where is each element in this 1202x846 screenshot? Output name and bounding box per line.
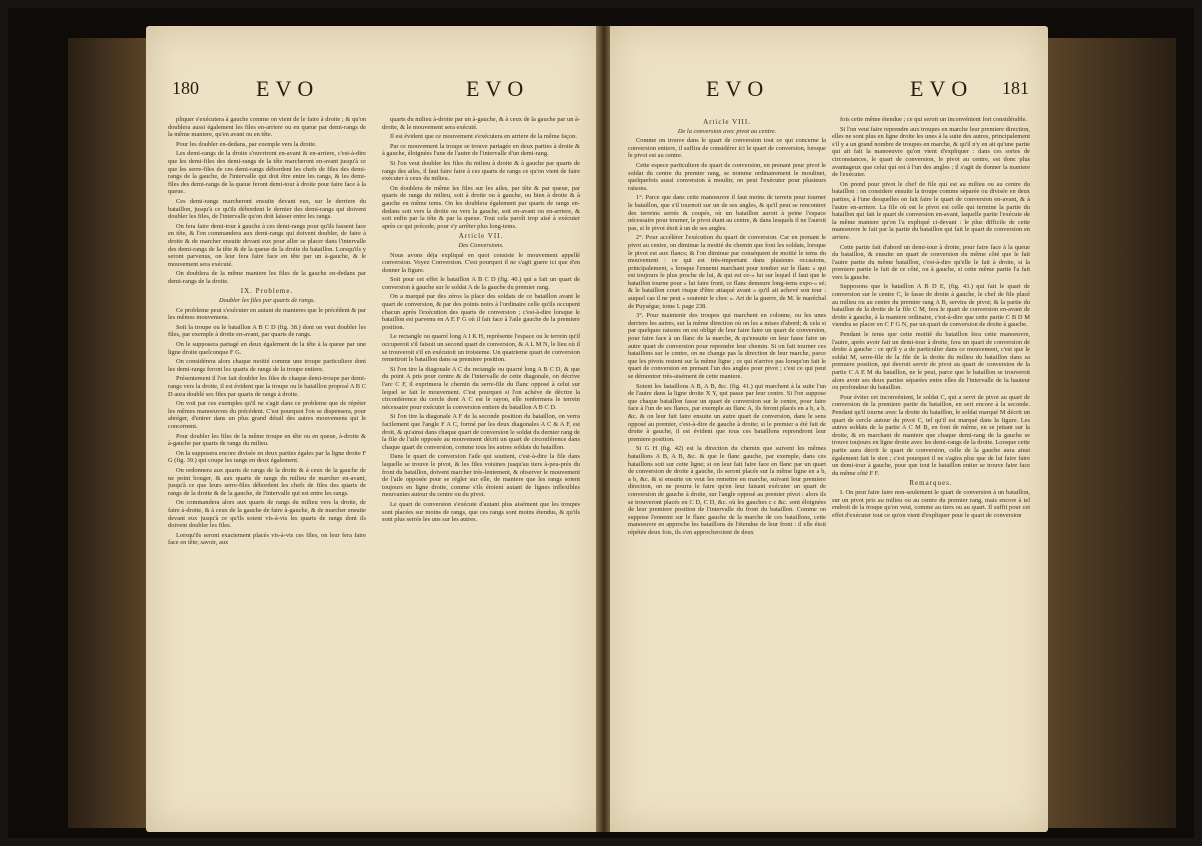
section-heading: Article VII. bbox=[458, 232, 504, 241]
left-column-1 bbox=[168, 116, 366, 549]
paragraph: Soient les bataillons A B, A B, &c. (fig. 41.) qui marchent à la suite l'un de l'autre dans la ligne droite X Y, qui passe par leur centre. Si l'on suppose que chaque bataillon fasse un quart de conversion sur le centre, pour faire face à l'un de ses flancs, par exemple au flanc A, ils feront placés en a b, a b, &c. & on leur fait faire ensuite un autre quart de conversion, dans le sens opposé au premier, c'est-à-dire de gauche à droite; si le premier a été fait de droite à gauche, il est évident que tous ces bataillons reprendront leur premiere position. bbox=[628, 382, 826, 443]
paragraph: Le quart de conversion s'exécute d'autant plus aisément que les troupes sont placées sur moins de rangs, que ces rangs sont moins étendus, & qu'ils sont plus serrés les uns sur les autres. bbox=[382, 500, 580, 524]
left-headword-1: EVO bbox=[256, 76, 320, 101]
paragraph: On la supposera encore divisée en deux parties égales par la ligne droite F G (fig. 39.) qui coupe les rangs en deux également. bbox=[168, 449, 366, 465]
right-page-edges bbox=[1046, 38, 1176, 828]
section-subtitle: De la conversion avec pivot au centre. bbox=[677, 127, 777, 135]
paragraph: Cette espece particuliere de quart de conversion, en prenant pour pivot le soldat du centre du premier rang, se nomme ordinairement le moulinet, quelquefois aussi conversion à moulin; on peut l'exécuter pour plusieurs raisons. bbox=[628, 161, 826, 192]
paragraph: On considérera alors chaque moitié comme une troupe particuliere dont les demi-rangs feront les quarts de rangs de la troupe entiere. bbox=[168, 358, 366, 373]
paragraph: Présentement il l'on fait doubler les files de chaque demi-troupe par demi-rangs vers la droite, il est évident que la troupe ou le bataillon proposé A B C D aura doublé ses files par quarts de rangs à droite. bbox=[168, 375, 366, 398]
right-page-number: 181 bbox=[1002, 78, 1029, 98]
left-column-2 bbox=[382, 116, 580, 526]
paragraph: Pour les doubler en-dedans, par exemple vers la droite. bbox=[176, 140, 317, 148]
paragraph: Si l'on veut doubler les files du milieu à droite & à gauche par quarts de rangs des ailes, il faut faire faire à ces quarts de rangs ce qu'on vient de faire exécuter à ceux du milieu. bbox=[382, 159, 580, 183]
paragraph: Le rectangle ou quarré long A I K H, représente l'espace ou le terrein qu'il occuperoit s'il faisoit un second quart de conversion, & A L M N, le lieu où il se trouveroit s'il en exécutoit un troisieme. Un quatrieme quart de conversion remettroit le bataillon dans sa premiere position. bbox=[382, 333, 580, 364]
paragraph: Pour doubler les files de la même troupe en tête ou en queue, à-droite & à-gauche par quarts de rangs du milieu. bbox=[168, 432, 366, 448]
paragraph: Lorsqu'ils seront exactement placés vis-à-vis ces files, on leur fera faire face en tête; savoir, aux bbox=[168, 531, 366, 547]
paragraph: Cette partie fait d'abord un demi-tour à droite, pour faire face à la queue du bataillon, & ensuite un quart de conversion du même côté que le fait l'autre partie du même bataillon, c'est-à-dire qu'elle le fait à droite, si la premiere partie le fait de ce côté, ou à gauche, si cette même partie l'a fait vers la gauche. bbox=[832, 243, 1030, 281]
paragraph: Comme on trouve dans le quart de conversion tout ce qui concerne la conversion entiere, il suffira de considérer ici le quart de conversion, lorsque le pivot est au centre. bbox=[628, 137, 826, 160]
section-heading: Article VIII. bbox=[703, 118, 751, 126]
paragraph: fois cette même étendue ; ce qui seroit un inconvénient fort considérable. bbox=[840, 116, 1028, 123]
right-column-2 bbox=[832, 116, 1030, 521]
section-subtitle: Doubler les files par quarts de rangs. bbox=[218, 297, 316, 305]
paragraph: On fera faire demi-tour à gauche à ces demi-rangs pour qu'ils fassent face en tête, & l'on commandera aux demi-rangs qui doivent doubler, de faire à droite & de marcher ensuite devant eux pour aller se placer dans l'intervalle des demi-rangs de la tête & de la queue de la droite du bataillon. Lorsqu'ils y seront parvenus, on leur fera faire face en tête par un à-gauche, & le mouvement sera exécuté. bbox=[168, 222, 366, 268]
paragraph: On le supposera partagé en deux également de la tête à la queue par une ligne droite quelconque F G. bbox=[168, 341, 366, 356]
paragraph: Supposons que le bataillon A B D E, (fig. 43.) qui fait le quart de conversion sur le centre C, le fasse de droite à gauche, le chef de file placé au milieu ou au centre du premier rang A B, servira de pivot; & la partie du bataillon de la droite de la file C M, fera le quart de conversion en-avant de droite à gauche, à la maniere ordinaire, c'est-à-dire que cette partie C B D M viendra se placer en C F G N, par un quart de conversion de droite à gauche. bbox=[832, 283, 1030, 329]
paragraph: Pendant le tems que cette moitié du bataillon fera cette manoeuvre, l'autre, après avoir fait un demi-tour à droite, fera un quart de conversion de droite à gauche : ce qu'il y a de particulier dans ce mouvement, c'est que le soldat M, serre-file de la file de la droite du milieu du bataillon dans sa premiere position, qui devroit servir de pivot au quart de conversion de la partie C A E M du bataillon, ne le peut, parce que le bataillon se trouveroit alors avoir ses deux parties séparées entre elles de l'intervalle de la hauteur ou profondeur du bataillon. bbox=[832, 331, 1030, 392]
paragraph: quarts du milieu à-droite par un à-gauche, & à ceux de la gauche par un à-droite, & le mouvement sera exécuté. bbox=[382, 116, 580, 131]
paragraph: 3°. Pour maintenir des troupes qui marchent en colonne, ou les unes derriere les autres, sur la même direction où on les a mises d'abord; & cela si par quelques raisons on est obligé de leur faire faire un quart de conversion, pour faire face à un flanc de la marche, & qu'ensuite on leur fasse faire un autre quart de conversion pour reprendre leur chemin. Si on fait tourner ces bataillons sur le centre, on ne change pas la direction de leur marche, parce que les pivots restent sur la même ligne ; ce qui n'arrive pas lorsqu'on fait le quart de conversion en prenant l'un des angles pour pivot ; c'est ce qui peut se démontrer très-aisément de cette maniere. bbox=[628, 312, 826, 380]
paragraph: Pour éviter cet inconvénient, le soldat C, qui a servi de pivot au quart de conversion de la premiere partie du bataillon, en sert encore à la seconde. Pendant qu'il tourne avec la droite du bataillon, le soldat marqué M décrit un quart de cercle autour du pivot C, tel qu'il est marqué dans la figure. Les autres soldats de la partie A C M B, en font de même, en se jettant sur la droite, & en marchant de maniere que chaque demi-rang de la gauche se trouve toujours en ligne droite avec les demi-rangs de la droite. Lorsque cette partie aura décrit le quart de conversion, celle de la gauche aura ainsi également fait le sien ; c'est pourquoi il ne s'agira plus que de lui faire faire un demi-tour à gauche, pour que tout le bataillon entier se trouve faire face du même côté F F. bbox=[832, 393, 1030, 477]
right-page bbox=[610, 26, 1048, 832]
section-heading: Remarques. bbox=[909, 479, 953, 488]
paragraph: On prend pour pivot le chef de file qui est au milieu ou au centre du bataillon : on considere ensuite la troupe comme séparée ou divisée en deux parties, à l'une desquelles on fait faire le quart de conversion en-avant, & à l'autre en-arriere. La file où est le pivot est celle qui termine la partie du bataillon qui fait le quart de conversion en-avant, laquelle partie l'exécute de la même maniere qu'on l'a expliqué ci-devant : le plus difficile de cette manoeuvre le fait par la partie du bataillon qui fait le quart de conversion en arriere. bbox=[832, 180, 1030, 241]
paragraph: Si G H (fig. 42) est la direction du chemin que suivent les mêmes bataillons A B, A B, &c. & que le flanc gauche, par exemple, dans ces bataillons soit sur cette ligne; si on leur fait faire face en flanc par un quart de conversion de droite à gauche, ils seront placés sur la même ligne en a b, a b, &c. & si ensuite on veut les remettre en marche, suivant leur premiere direction, on ne pourra le faire qu'en leur faisant exécuter un quart de conversion de gauche à droite, sur l'angle opposé au premier pivot : alors ils se trouveront placés en C D, C D, &c. où les gauches c c &c. sont éloignées de leur premiere position de l'intervalle du front du bataillon. Comme on suppose l'ennemi sur le flanc gauche de la marche de ces bataillons, cette manoeuvre en approche les bataillons de l'étendue de leur front : il elle étoit répétée deux fois, ils s'en approcheroient de deux bbox=[628, 445, 826, 536]
paragraph: Par ce mouvement la troupe se trouve partagée en deux parties à droite & à gauche, éloignées l'une de l'autre de l'intervalle d'un demi-rang. bbox=[382, 142, 580, 158]
section-heading: IX. Probleme. bbox=[240, 287, 294, 296]
left-page-edges bbox=[68, 38, 148, 828]
paragraph: On commandera alors aux quarts de rangs du milieu vers la droite, de faire à-droite, & à ceux de la gauche de faire à-gauche, & de marcher ensuite devant eux jusqu'à ce qu'ils soient vis-à-vis les quarts de rangs dont ils doivent doubler les files. bbox=[168, 499, 366, 530]
left-page bbox=[146, 26, 598, 832]
paragraph: Si l'on tire la diagonale A F de la seconde position du bataillon, on verra facilement que l'angle F A C, formé par les deux diagonales A C & A F, est droit, & qu'ainsi dans chaque quart de conversion le soldat du dernier rang de la file de l'aile opposée au mouvement décrit un quart de circonférence dans chaque quart de conversion, comme tous les autres soldats du bataillon. bbox=[382, 413, 580, 451]
paragraph: Ces demi-rangs marcheront ensuite devant eux, sur le derriere du bataillon, jusqu'à ce qu'ils débordent le dernier des demi-rangs qui doivent doubler les files, de l'intervalle qu'on doit laisser entre les rangs. bbox=[168, 197, 366, 221]
paragraph: Soit la troupe ou le bataillon A B C D (fig. 38.) dont on veut doubler les files, par exemple à droite en-avant, par quarts de rangs. bbox=[168, 323, 366, 339]
right-headword-1: EVO bbox=[706, 76, 770, 101]
paragraph: I. On peut faire faire non-seulement le quart de conversion à un bataillon, sur un pivot pris au milieu ou au centre du premier rang, mais encore à tel endroit de la troupe qu'on veut, comme au tiers ou au quart. Il suffit pour cet effet d'exécuter tout ce qu'on vient d'expliquer pour le quart de conversion bbox=[832, 488, 1030, 519]
paragraph: Soit pour cet effet le bataillon A B C D (fig. 40.) qui a fait un quart de conversion à gauche sur le soldat A de la gauche du premier rang. bbox=[382, 276, 580, 291]
paragraph: 2°. Pour accélérer l'exécution du quart de conversion. Car en prenant le pivot au centre, on diminue la moitié du chemin que font les soldats, lorsque le pivot est aux flancs; & l'on diminue par conséquent de moitié le tems du mouvement : ce qui est très-important dans plusieurs occasions, principalement, « lorsque l'ennemi marchant pour tomber sur le flanc » qui est toujours le plus proche de lui, & qui est ce-» lui sur lequel il faut que le bataillon tourne pour » lui faire front, ce flanc demeure long-tems expo-» sé; & le bataillon court risque d'être attaqué avant » qu'il ait achevé son tour : auquel cas il ne peut » soutenir le choc ». Art de la guerre, de M. le maréchal de Puységur, tome I. page 238. bbox=[628, 234, 826, 310]
paragraph: Nous avons déja expliqué en quoi consiste le mouvement appellé conversion. Voyez Conversion. C'est pourquoi il ne s'agit guere ici que d'en donner la figure. bbox=[382, 251, 580, 274]
book-spread bbox=[8, 8, 1194, 838]
paragraph: On doublera de même les files sur les ailes, par tête & par queue, par quarts de rangs du milieu, soit à droite ou à gauche, ou bien à droite & à gauche en même tems. On les doublera également par quarts de rangs en-dedans soit vers la droite ou vers la gauche, soit en-avant ou en-arriere, & soit enfin par la tête & par la queue. Tout cela paroît trop aisé à exécuter après ce qui précede, pour s'y arrêter plus long-tems. bbox=[382, 184, 580, 230]
paragraph: Les demi-rangs de la droite s'ouvriront en-avant & en-arriere, c'est-à-dire que les demi-files des demi-rangs de la tête marcheront en-avant jusqu'à ce que les serre-files de ces demi-rangs débordent les chefs de files des demi-rangs de la gauche, de l'intervalle qui doit être entre les rangs, & les demi-files des demi-rangs de la queue feront demi-tour à droite pour faire face à la queue. bbox=[168, 150, 366, 196]
section-subtitle: Des Conversions. bbox=[458, 241, 504, 249]
paragraph: Il est évident que ce mouvement s'exécutera en arriere de la même façon. bbox=[390, 133, 577, 141]
paragraph: pliquer s'exécutera à gauche comme on vient de le faire à droite ; & qu'on doublera aussi également les files en-arriere ou en queue par demi-rangs de la même maniere, qu'en avant ou en tête. bbox=[168, 116, 366, 139]
paragraph: On a marqué par des zéros la place des soldats de ce bataillon avant le quart de conversion, & par des points noirs à l'ordinaire celle qu'ils occupent chacun après l'exécution des quarts de conversion ; c'est-à-dire lorsque le bataillon est parvenu en A E F G où il fait face à l'aile gauche de la premiere position. bbox=[382, 293, 580, 331]
paragraph: On doublera de la même maniere les files de la gauche en-dedans par demi-rangs de la droite. bbox=[168, 270, 366, 285]
paragraph: 1°. Parce que dans cette manoeuvre il faut moins de terrein pour tourner le bataillon, que s'il tournoit sur un de ses angles, & qu'il peut se rencontrer des terreins serrés & coupés, où un bataillon auroit à peine l'espace nécessaire pour tourner, le pivot étant au centre, & dans lesquels il ne l'auroit pas, si le pivot étoit à un de ses angles. bbox=[628, 194, 826, 232]
paragraph: Si l'on veut faire reprendre aux troupes en marche leur premiere direction, elles ne sont plus en ligne droite les unes à la suite des autres, principalement s'il y a un grand nombre de troupes en marche, & qu'il n'y en ait qu'une partie qui ait fait la manoeuvre qu'on vient d'expliquer : dans ces sortes de circonstances, le quart de conversion, le pivot au centre, est donc plus avantageux que celui qui est à l'un des angles ; il s'agit de donner la maniere de l'exécuter. bbox=[832, 125, 1030, 179]
paragraph: Si l'on tire la diagonale A C du rectangle ou quarré long A B C D, & que du point A pris pour centre & de l'intervalle de cette diagonale, on décrive l'arc C F, il exprimera le chemin du serre-file du flanc opposé à celui sur lequel se fait le mouvement. C'est pourquoi si l'on achève de décrire la circonférence du cercle dont A C est le rayon, elle renfermera le terrein nécessaire pour exécuter la conversion entiere du bataillon A B C D. bbox=[382, 365, 580, 411]
paragraph: Dans le quart de conversion l'aile qui soutient, c'est-à-dire la file dans laquelle se trouve le pivot, & les files voisines jusqu'au tiers à-peu-près du front du bataillon, doivent marcher très-lentement, & observer le mouvement de l'aile opposée pour se régler sur elle, de maniere que les rangs soient toujours en ligne droite, comme s'ils étoient autant de lignes inflexibles mouvantes autour du centre ou du pivot. bbox=[382, 453, 580, 499]
paragraph: On ordonnera aux quarts de rangs de la droite & à ceux de la gauche de ne point bouger, & aux quarts de rangs du milieu de marcher en-avant, jusqu'à ce que leurs serre-files débordent les chefs de files des quarts de rangs de la droite & de la gauche, de l'intervalle qui est entre les rangs. bbox=[168, 466, 366, 497]
right-headword-2: EVO bbox=[910, 76, 974, 101]
right-column-1 bbox=[628, 116, 826, 538]
paragraph: Ce probleme peut s'exécuter en autant de manieres que le précédent & par les mêmes mouvemens. bbox=[168, 306, 366, 322]
left-headword-2: EVO bbox=[466, 76, 530, 101]
paragraph: On voit par ces exemples qu'il ne s'agit dans ce probleme que de répéter les mêmes manoeuvres du précédent. C'est pourquoi l'on se dispensera, pour abréger, d'entrer dans un plus grand détail des autres mouvemens qui le concernent. bbox=[168, 400, 366, 430]
left-page-number: 180 bbox=[172, 78, 199, 98]
